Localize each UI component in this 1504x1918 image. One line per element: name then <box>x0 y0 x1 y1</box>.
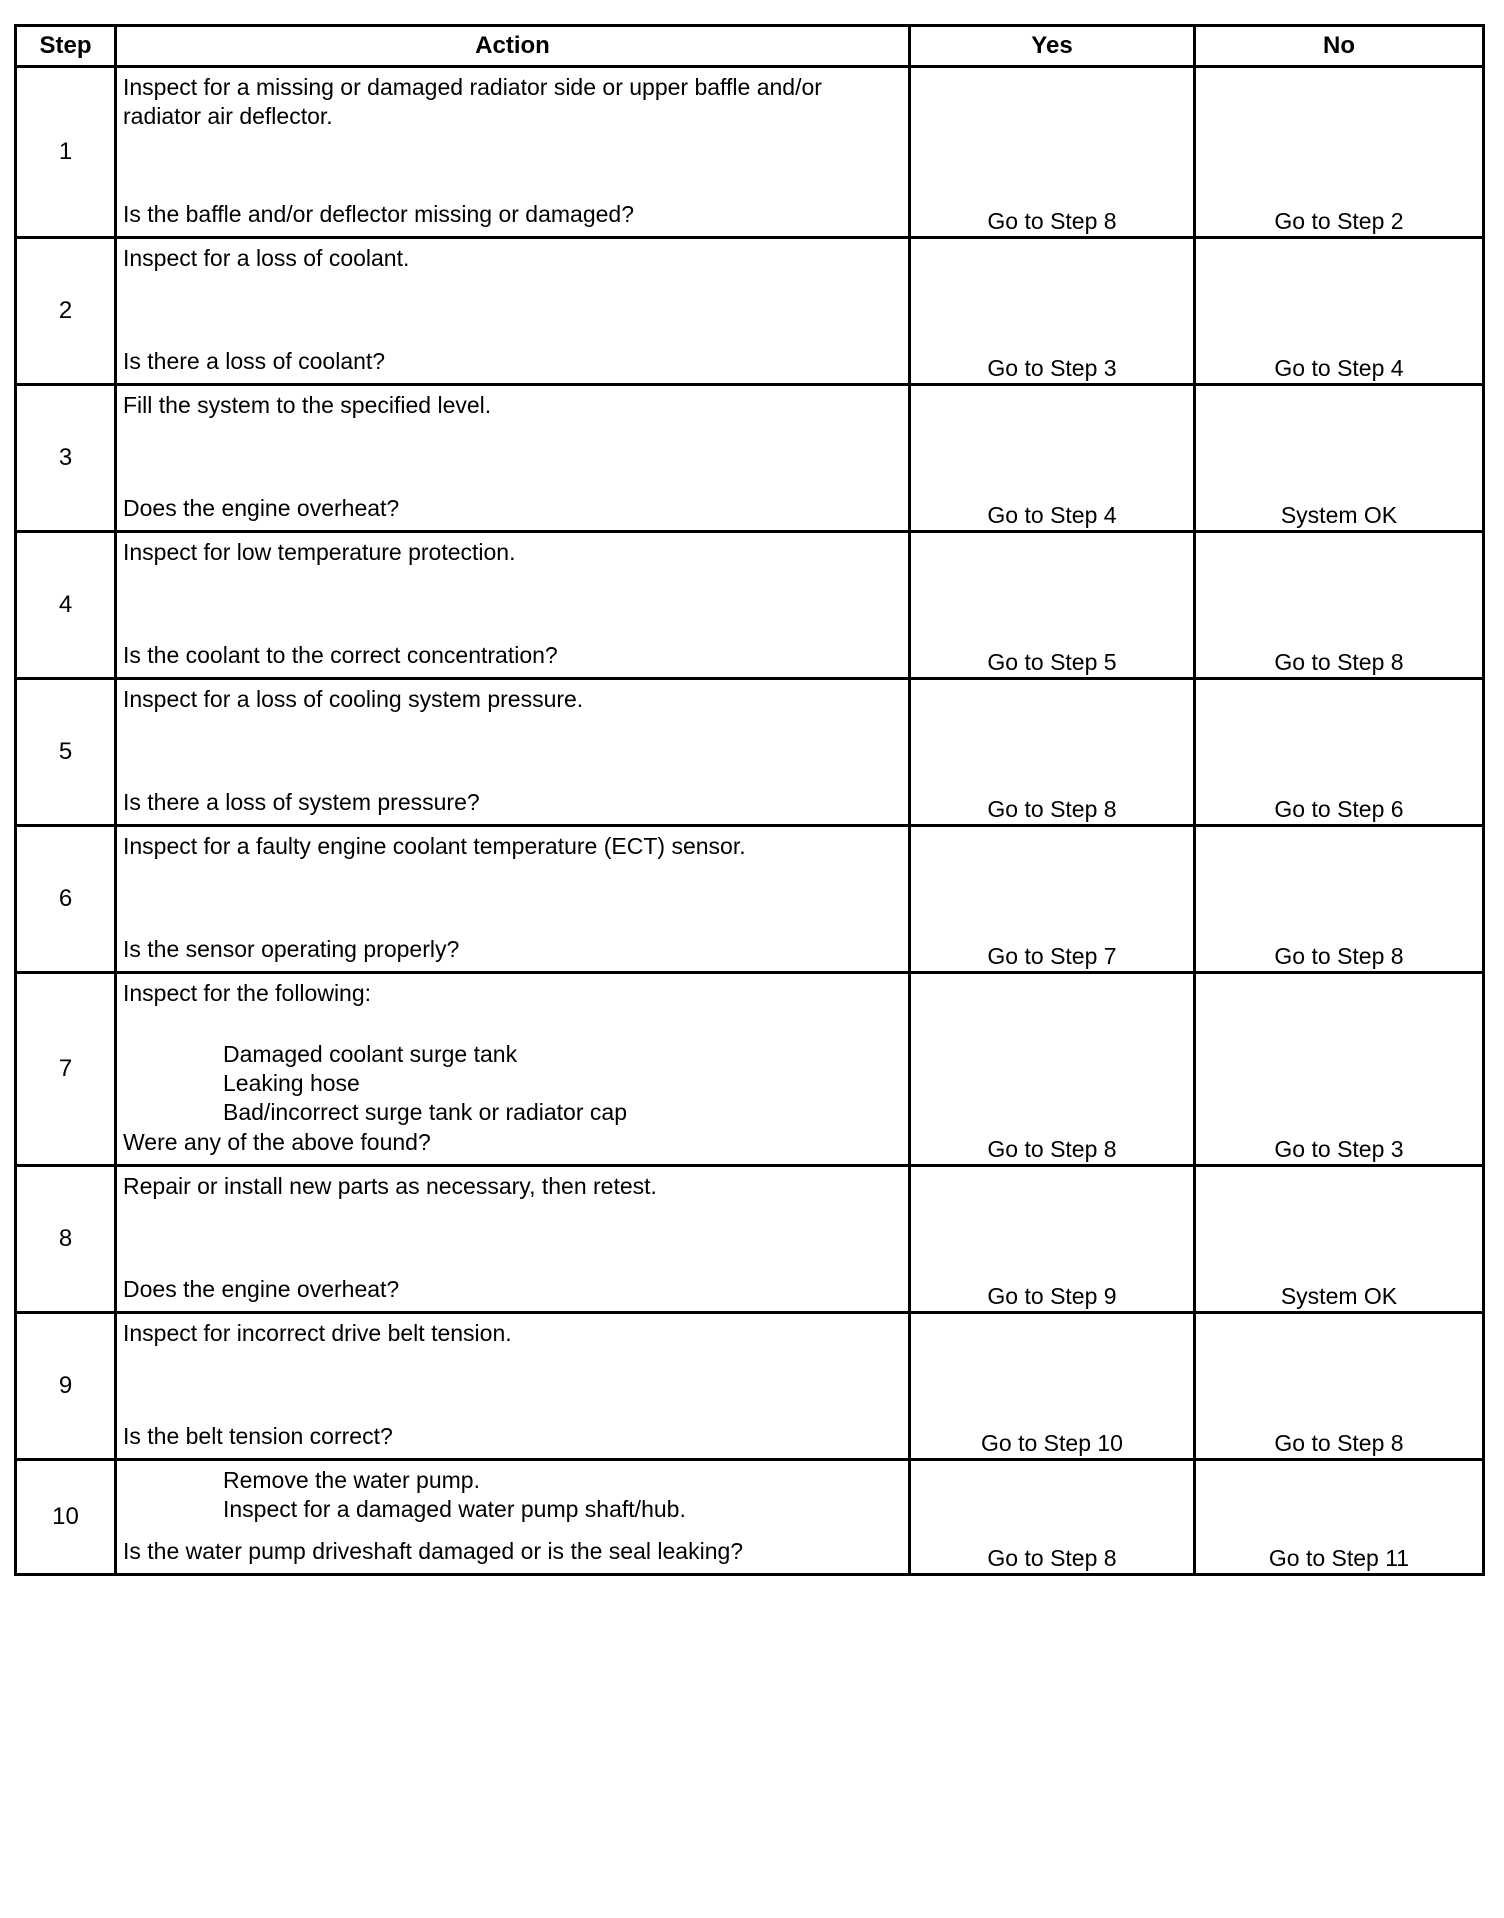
action-cell <box>116 238 910 385</box>
no-result: Go to Step 8 <box>1195 826 1484 973</box>
no-result: Go to Step 8 <box>1195 1313 1484 1460</box>
header-row <box>16 26 1484 67</box>
action-instruction: Inspect for low temperature protection. <box>123 539 516 565</box>
header-step: Step <box>16 26 116 67</box>
step-number: 8 <box>16 1166 116 1313</box>
step-number: 2 <box>16 238 116 385</box>
action-question: Does the engine overheat? <box>123 495 400 521</box>
action-cell <box>116 973 910 1166</box>
diagnostic-table <box>14 24 1485 1576</box>
yes-result: Go to Step 8 <box>910 1460 1195 1575</box>
action-question: Is there a loss of system pressure? <box>123 789 480 815</box>
action-instruction: Inspect for the following: <box>123 980 372 1006</box>
table-row <box>16 238 1484 385</box>
header-action: Action <box>116 26 910 67</box>
action-item: Inspect for a damaged water pump shaft/hub. <box>223 1496 686 1522</box>
step-number: 1 <box>16 67 116 238</box>
action-item: Damaged coolant surge tank <box>223 1041 518 1067</box>
no-result: Go to Step 4 <box>1195 238 1484 385</box>
header-no: No <box>1195 26 1484 67</box>
action-instruction: Repair or install new parts as necessary, then retest. <box>123 1173 657 1199</box>
action-question: Is the baffle and/or deflector missing or damaged? <box>123 201 634 227</box>
yes-result: Go to Step 3 <box>910 238 1195 385</box>
no-result: System OK <box>1195 1166 1484 1313</box>
no-result: Go to Step 11 <box>1195 1460 1484 1575</box>
action-cell <box>116 67 910 238</box>
action-question: Is the belt tension correct? <box>123 1423 393 1449</box>
action-question: Were any of the above found? <box>123 1129 431 1155</box>
yes-result: Go to Step 10 <box>910 1313 1195 1460</box>
step-number: 9 <box>16 1313 116 1460</box>
step-number: 10 <box>16 1460 116 1575</box>
action-item: Bad/incorrect surge tank or radiator cap <box>223 1099 627 1125</box>
header-yes: Yes <box>910 26 1195 67</box>
action-instruction: Inspect for a faulty engine coolant temperature (ECT) sensor. <box>123 833 746 859</box>
action-cell <box>116 679 910 826</box>
step-number: 5 <box>16 679 116 826</box>
no-result: Go to Step 6 <box>1195 679 1484 826</box>
yes-result: Go to Step 7 <box>910 826 1195 973</box>
no-result: Go to Step 3 <box>1195 973 1484 1166</box>
step-number: 6 <box>16 826 116 973</box>
yes-result: Go to Step 8 <box>910 973 1195 1166</box>
action-cell <box>116 826 910 973</box>
action-cell <box>116 1460 910 1575</box>
table-row <box>16 1166 1484 1313</box>
table-row <box>16 67 1484 238</box>
table-row <box>16 1313 1484 1460</box>
yes-result: Go to Step 8 <box>910 679 1195 826</box>
table-row <box>16 385 1484 532</box>
action-item-list <box>123 1040 902 1127</box>
yes-result: Go to Step 9 <box>910 1166 1195 1313</box>
table-row <box>16 679 1484 826</box>
action-item: Leaking hose <box>223 1070 360 1096</box>
action-instruction: Inspect for a missing or damaged radiator side or upper baffle and/or radiator air deflector. <box>123 74 829 129</box>
no-result: Go to Step 2 <box>1195 67 1484 238</box>
action-cell <box>116 385 910 532</box>
action-question: Is the sensor operating properly? <box>123 936 460 962</box>
action-instruction: Inspect for a loss of cooling system pressure. <box>123 686 584 712</box>
action-item: Remove the water pump. <box>223 1467 480 1493</box>
table-row <box>16 532 1484 679</box>
action-cell <box>116 532 910 679</box>
action-question: Is the coolant to the correct concentration? <box>123 642 558 668</box>
action-cell <box>116 1313 910 1460</box>
yes-result: Go to Step 8 <box>910 67 1195 238</box>
action-cell <box>116 1166 910 1313</box>
table-row <box>16 1460 1484 1575</box>
no-result: Go to Step 8 <box>1195 532 1484 679</box>
step-number: 7 <box>16 973 116 1166</box>
action-question: Does the engine overheat? <box>123 1276 400 1302</box>
no-result: System OK <box>1195 385 1484 532</box>
table-row <box>16 826 1484 973</box>
yes-result: Go to Step 4 <box>910 385 1195 532</box>
action-instruction: Inspect for a loss of coolant. <box>123 245 410 271</box>
action-instruction: Inspect for incorrect drive belt tension. <box>123 1320 512 1346</box>
table-body <box>16 67 1484 1575</box>
action-question: Is the water pump driveshaft damaged or is the seal leaking? <box>123 1538 744 1564</box>
step-number: 3 <box>16 385 116 532</box>
step-number: 4 <box>16 532 116 679</box>
action-instruction: Fill the system to the specified level. <box>123 392 492 418</box>
yes-result: Go to Step 5 <box>910 532 1195 679</box>
action-item-list <box>123 1466 902 1524</box>
table-row <box>16 973 1484 1166</box>
action-question: Is there a loss of coolant? <box>123 348 386 374</box>
